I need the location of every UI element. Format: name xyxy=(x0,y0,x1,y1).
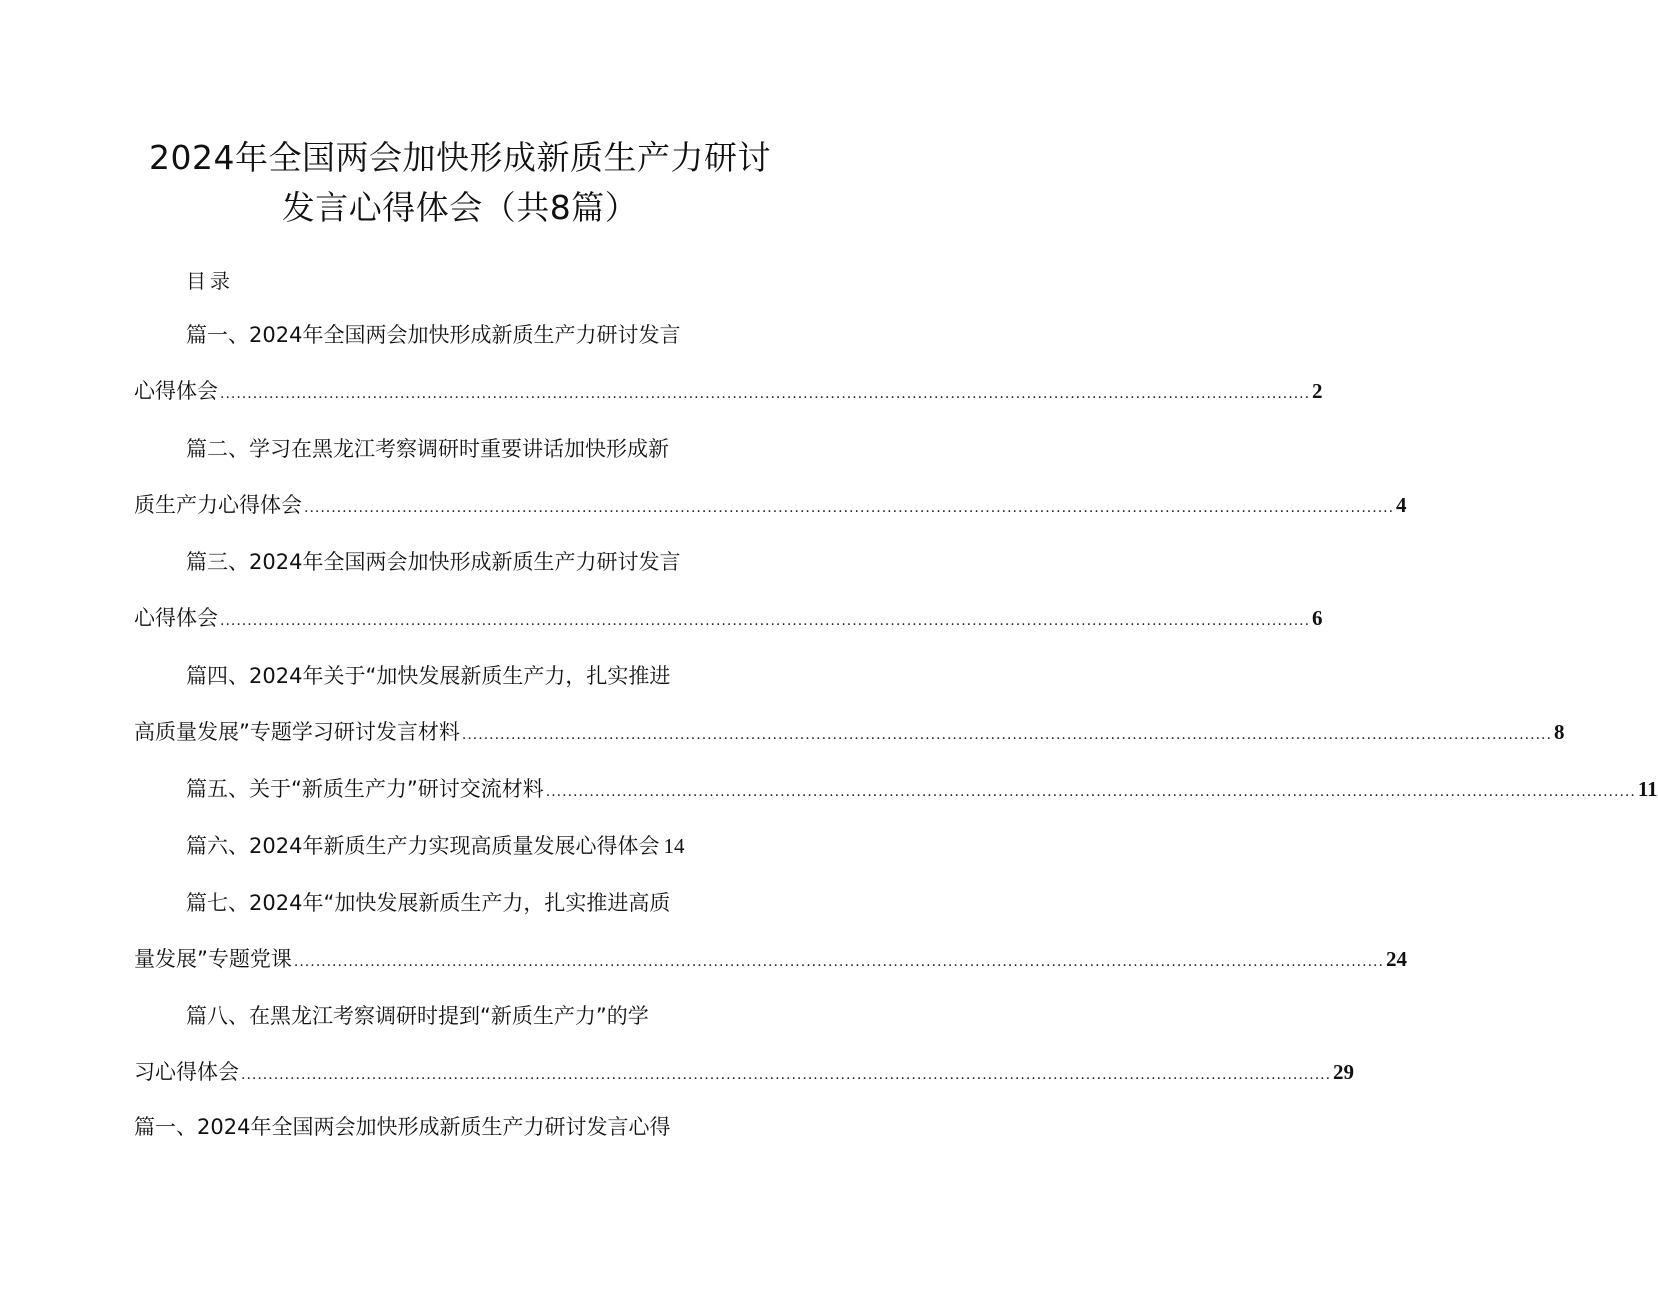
toc-entry-5-page: 11 xyxy=(1637,777,1658,801)
toc-leader-dots: ........................................................................................................................................................................................................ xyxy=(304,500,1395,516)
toc-entry-1-text: 心得体会 xyxy=(134,379,218,403)
toc-entry-3-line-2[interactable] xyxy=(134,603,1323,636)
toc-entry-1-line-1[interactable]: 篇一、2024年全国两会加快形成新质生产力研讨发言 xyxy=(186,323,681,347)
section-1-heading: 篇一、2024年全国两会加快形成新质生产力研讨发言心得 xyxy=(134,1115,671,1139)
toc-leader-dots: ........................................................................................................................................................................................................ xyxy=(461,727,1552,743)
toc-entry-7-page: 24 xyxy=(1385,947,1407,971)
toc-entry-7-line-2[interactable] xyxy=(134,944,1407,977)
toc-heading: 目录 xyxy=(186,269,234,293)
toc-entry-8-page: 29 xyxy=(1333,1060,1355,1084)
toc-entry-1-page: 2 xyxy=(1312,379,1323,403)
toc-entry-5-text: 篇五、关于“新质生产力”研讨交流材料 xyxy=(186,777,544,801)
toc-entry-7-text: 量发展”专题党课 xyxy=(134,947,292,971)
toc-entry-7-line-1[interactable]: 篇七、2024年“加快发展新质生产力，扎实推进高质 xyxy=(186,891,671,915)
toc-leader-dots: ........................................................................................................................................................................................................ xyxy=(545,784,1636,800)
toc-entry-4-page: 8 xyxy=(1553,720,1565,744)
toc-entry-8-line-2[interactable] xyxy=(134,1057,1355,1090)
toc-entry-8-text: 习心得体会 xyxy=(134,1060,239,1084)
toc-entry-6[interactable] xyxy=(186,831,684,861)
toc-entry-6-text: 篇六、2024年新质生产力实现高质量发展心得体会 xyxy=(186,834,660,858)
toc-leader-dots: ........................................................................................................................................................................................................ xyxy=(293,954,1384,970)
toc-leader-dots: ........................................................................................................................................................................................................ xyxy=(241,1067,1332,1083)
toc-entry-1-line-2[interactable] xyxy=(134,376,1323,409)
toc-entry-3-line-1[interactable]: 篇三、2024年全国两会加快形成新质生产力研讨发言 xyxy=(186,550,681,574)
toc-entry-4-line-1[interactable]: 篇四、2024年关于“加快发展新质生产力，扎实推进 xyxy=(186,664,671,688)
toc-entry-5[interactable] xyxy=(186,774,1658,807)
toc-entry-8-line-1[interactable]: 篇八、在黑龙江考察调研时提到“新质生产力”的学 xyxy=(186,1004,649,1028)
toc-entry-2-line-2[interactable] xyxy=(134,490,1407,523)
toc-entry-3-text: 心得体会 xyxy=(134,606,218,630)
toc-entry-2-line-1[interactable]: 篇二、学习在黑龙江考察调研时重要讲话加快形成新 xyxy=(186,437,669,461)
toc-entry-2-page: 4 xyxy=(1396,493,1407,517)
toc-entry-6-page: 14 xyxy=(663,834,685,858)
toc-entry-4-text: 高质量发展”专题学习研讨发言材料 xyxy=(134,720,460,744)
toc-entry-2-text: 质生产力心得体会 xyxy=(134,493,302,517)
toc-entry-3-page: 6 xyxy=(1312,606,1323,630)
document-title-line-1: 2024年全国两会加快形成新质生产力研讨 xyxy=(149,138,771,177)
document-title-line-2: 发言心得体会（共8篇） xyxy=(281,188,639,227)
toc-leader-dots: ........................................................................................................................................................................................................ xyxy=(220,613,1311,629)
toc-entry-4-line-2[interactable] xyxy=(134,717,1565,750)
toc-leader-dots: ........................................................................................................................................................................................................ xyxy=(220,386,1311,402)
